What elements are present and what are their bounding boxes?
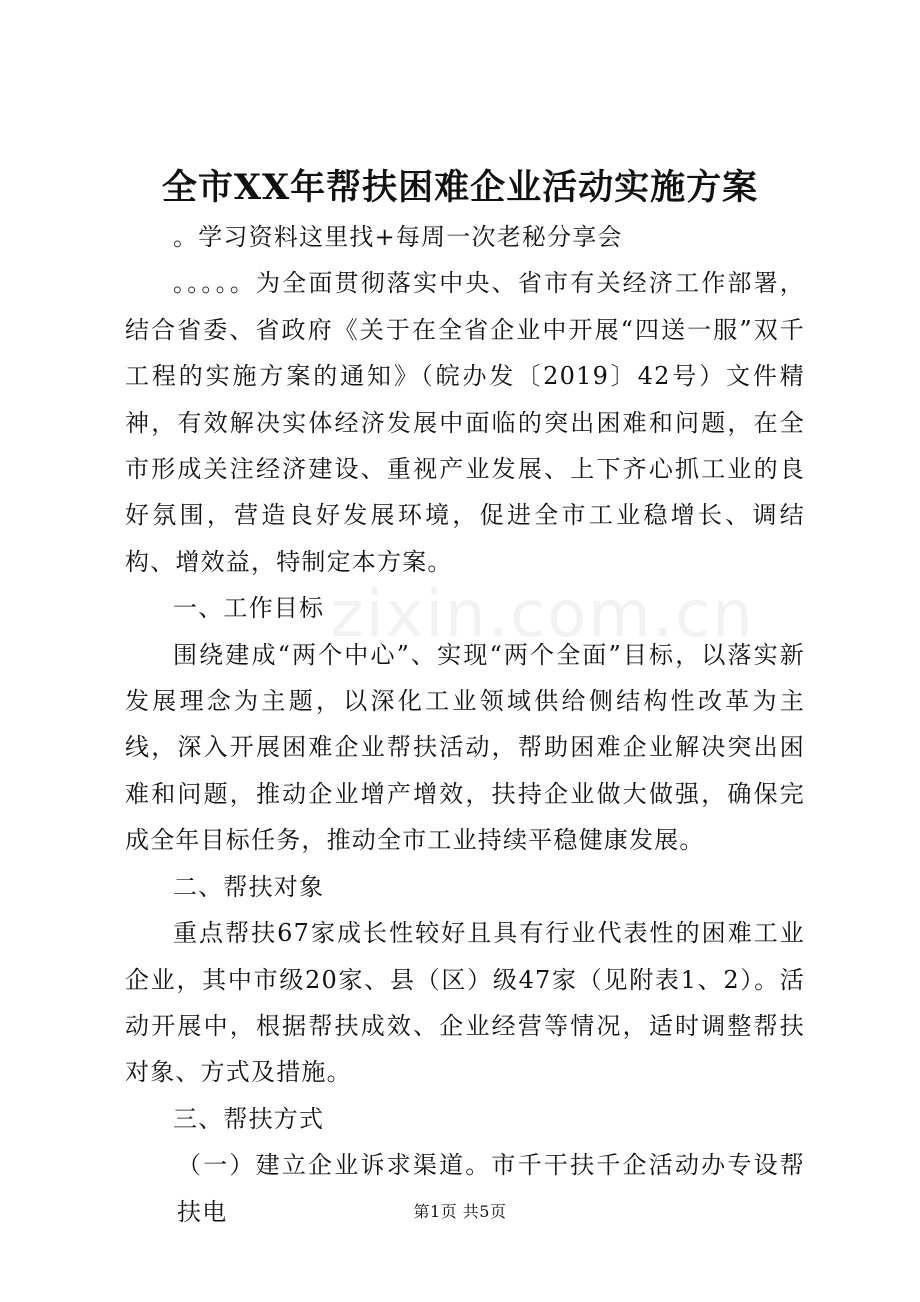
section-heading-methods: 三、帮扶方式 (173, 1104, 325, 1133)
section-heading-goals: 一、工作目标 (173, 594, 325, 623)
document-title: 全市XX年帮扶困难企业活动实施方案 (161, 167, 759, 208)
paragraph-goals: 围绕建成“两个中心”、实现“两个全面”目标，以落实新发展理念为主题，以深化工业领域供给侧结构性改革为主线，深入开展困难企业帮扶活动，帮助困难企业解决突出困难和问题，推动企业增产增效，扶持企业做大做强，确保完成全年目标任务，推动全市工业持续平稳健康发展。 (125, 640, 805, 855)
paragraph-targets: 重点帮扶67家成长性较好且具有行业代表性的困难工业企业，其中市级20家、县（区）级47家（见附表1、2）。活动开展中，根据帮扶成效、企业经营等情况，适时调整帮扶对象、方式及措施。 (125, 919, 805, 1087)
section-heading-targets: 二、帮扶对象 (173, 872, 325, 901)
page-footer: 第1页 共5页 (413, 1202, 507, 1221)
document-body (125, 214, 805, 1235)
intro-note: 。学习资料这里找+每周一次老秘分享会 (173, 223, 623, 251)
watermark: zixin.com.cn (330, 578, 755, 652)
paragraph-methods-1: （一）建立企业诉求渠道。市千干扶千企活动办专设帮扶电 (177, 1151, 805, 1226)
paragraph-preamble: 。。。。。为全面贯彻落实中央、省市有关经济工作部署，结合省委、省政府《关于在全省企业中开展“四送一服”双千工程的实施方案的通知》（皖办发〔2019〕42号）文件精神，有效解决实体经济发展中面临的突出困难和问题，在全市形成关注经济建设、重视产业发展、上下齐心抓工业的良好氛围，营造良好发展环境，促进全市工业稳增长、调结构、增效益，特制定本方案。 (125, 269, 805, 576)
